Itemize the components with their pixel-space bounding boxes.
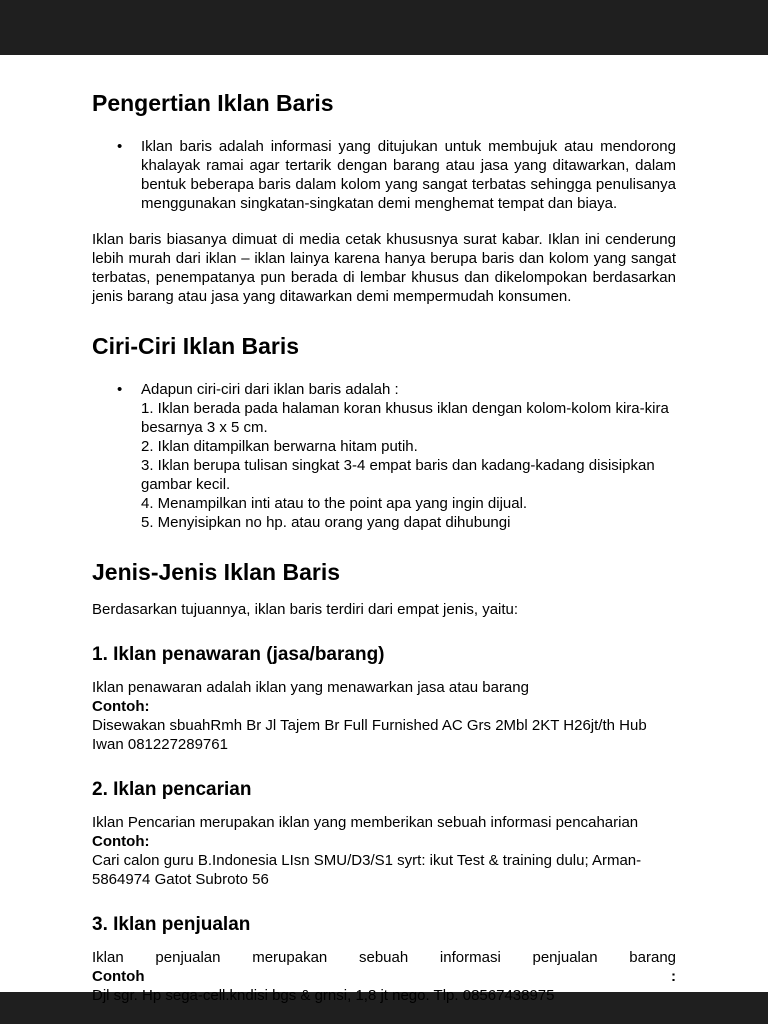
heading-jenis-jenis-iklan-baris: Jenis-Jenis Iklan Baris: [92, 559, 341, 585]
sec2-body: Iklan Pencarian merupakan iklan yang memberikan sebuah informasi pencaharian: [92, 814, 639, 831]
bullet-icon: •: [117, 138, 123, 155]
ciri-list-block: [141, 380, 676, 532]
sec1-body: Iklan penawaran adalah iklan yang menawarkan jasa atau barang: [92, 679, 529, 696]
sec1-contoh-text: Disewakan sbuahRmh Br Jl Tajem Br Full Furnished AC Grs 2Mbl 2KT H26jt/th Hub Iwan 081227289761: [92, 717, 647, 753]
ciri-item-2: 2. Iklan ditampilkan berwarna hitam putih.: [141, 438, 418, 455]
sec1-contoh-label: Contoh:: [92, 698, 150, 715]
bullet-item-ciri: [92, 380, 676, 532]
ciri-intro: Adapun ciri-ciri dari iklan baris adalah :: [141, 381, 399, 398]
sec3-body: Iklan penjualan merupakan sebuah informasi penjualan barang: [92, 949, 676, 966]
sec3-contoh-colon: :: [671, 968, 676, 985]
sec2-contoh-text: Cari calon guru B.Indonesia LIsn SMU/D3/S1 syrt: ikut Test & training dulu; Arman-5864974 Gatot Subroto 56: [92, 852, 642, 888]
viewer-top-bar: [0, 0, 768, 55]
heading-iklan-pencarian: 2. Iklan pencarian: [92, 779, 252, 800]
sec3-contoh-label: Contoh: [92, 968, 145, 985]
heading-iklan-penawaran: 1. Iklan penawaran (jasa/barang): [92, 644, 385, 665]
ciri-item-3: 3. Iklan berupa tulisan singkat 3-4 empat baris dan kadang-kadang disisipkan gambar kecil.: [141, 457, 655, 493]
bullet-icon: •: [117, 381, 123, 398]
jenis-intro: Berdasarkan tujuannya, iklan baris terdiri dari empat jenis, yaitu:: [92, 601, 519, 618]
bullet-item-definition: [92, 137, 676, 213]
paragraph-pengertian: Iklan baris biasanya dimuat di media cetak khususnya surat kabar. Iklan ini cenderung lebih murah dari iklan – iklan lainya karena hanya berupa baris dan kolom yang sangat terbatas, penempatanya pun berada di lembar khusus dan dikelompokan berdasarkan jenis barang atau jasa yang ditawarkan demi mempermudah konsumen.: [92, 231, 676, 305]
heading-iklan-penjualan: 3. Iklan penjualan: [92, 914, 251, 935]
heading-ciri-ciri-iklan-baris: Ciri-Ciri Iklan Baris: [92, 333, 300, 359]
heading-pengertian-iklan-baris: Pengertian Iklan Baris: [92, 90, 334, 116]
sec2-contoh-label: Contoh:: [92, 833, 150, 850]
document-page: [0, 55, 768, 1004]
sec3-contoh-row: [92, 967, 676, 986]
ciri-item-1: 1. Iklan berada pada halaman koran khusus iklan dengan kolom-kolom kira-kira besarnya 3 x 5 cm.: [141, 400, 669, 436]
sec3-contoh-text: Djl sgr. Hp sega-cell.kndisi bgs & grnsi, 1,8 jt nego. Tlp. 08567438975: [92, 987, 555, 1004]
ciri-item-5: 5. Menyisipkan no hp. atau orang yang dapat dihubungi: [141, 514, 511, 531]
ciri-item-4: 4. Menampilkan inti atau to the point apa yang ingin dijual.: [141, 495, 528, 512]
definition-bullet-text: Iklan baris adalah informasi yang ditujukan untuk membujuk atau mendorong khalayak ramai agar tertarik dengan barang atau jasa yang ditawarkan, dalam bentuk beberapa baris dalam kolom yang sangat terbatas sehingga penulisanya menggunakan singkatan-singkatan demi menghemat tempat dan biaya.: [141, 138, 676, 212]
